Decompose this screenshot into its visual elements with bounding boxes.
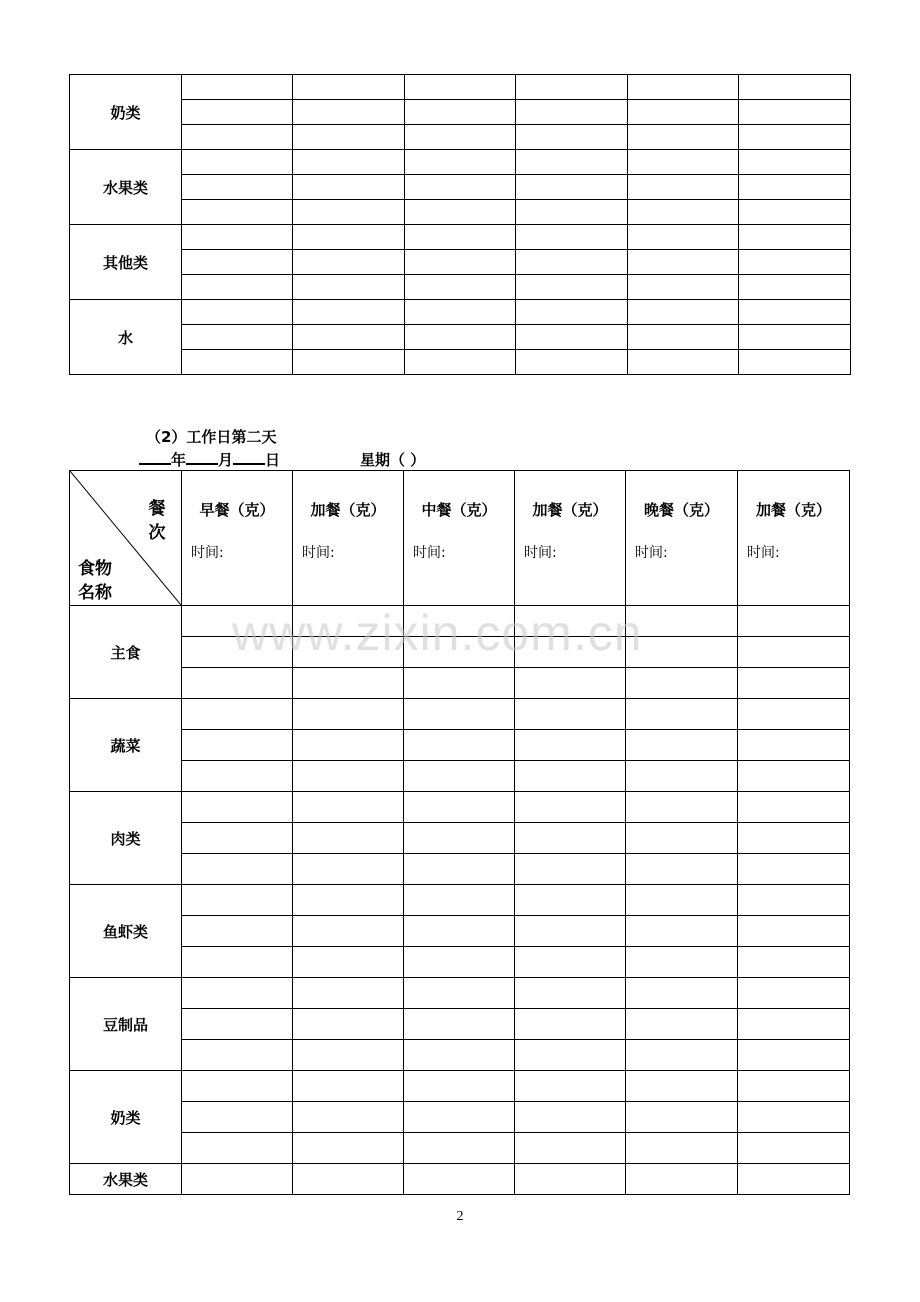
entry-cell[interactable] [628,325,739,350]
entry-cell[interactable] [626,947,738,978]
entry-cell[interactable] [293,761,404,792]
year-blank[interactable] [139,449,171,465]
entry-cell[interactable] [182,175,293,200]
entry-cell[interactable] [515,730,626,761]
meal-title: 加餐（克） [755,501,831,519]
table-row [70,250,851,275]
entry-cell[interactable] [404,1102,515,1133]
entry-cell[interactable] [515,947,626,978]
entry-cell[interactable] [628,75,739,100]
year-label: 年 [171,451,187,469]
meal-axis-label: 餐 次 [148,499,166,543]
entry-cell[interactable] [405,125,516,150]
entry-cell[interactable] [738,730,850,761]
entry-cell[interactable] [739,275,851,300]
entry-cell[interactable] [405,250,516,275]
entry-cell[interactable] [516,300,628,325]
table-row [70,668,850,699]
entry-cell[interactable] [515,792,626,823]
entry-cell[interactable] [516,350,628,375]
meal-time-label: 时间: [191,545,224,561]
entry-cell[interactable] [293,350,405,375]
entry-cell[interactable] [404,854,515,885]
entry-cell[interactable] [182,792,293,823]
watermark: www.zixin.com.cn [232,605,643,661]
entry-cell[interactable] [405,225,516,250]
entry-cell[interactable] [182,730,293,761]
entry-cell[interactable] [738,947,850,978]
entry-cell[interactable] [293,854,404,885]
entry-cell[interactable] [182,606,293,637]
entry-cell[interactable] [738,1164,850,1195]
table-row [70,730,850,761]
entry-cell[interactable] [628,100,739,125]
entry-cell[interactable] [182,250,293,275]
entry-cell[interactable] [626,730,738,761]
entry-cell[interactable] [628,350,739,375]
entry-cell[interactable] [738,1071,850,1102]
meal-time-label: 时间: [635,545,668,561]
day-label: 日 [265,451,281,469]
table-row [70,175,851,200]
entry-cell[interactable] [739,100,851,125]
entry-cell[interactable] [628,225,739,250]
entry-cell[interactable] [293,75,405,100]
meal-title: 中餐（克） [421,501,497,519]
table-row [70,916,850,947]
entry-cell[interactable] [293,275,405,300]
entry-cell[interactable] [404,668,515,699]
entry-cell[interactable] [293,1102,404,1133]
table-row [70,885,850,916]
entry-cell[interactable] [738,668,850,699]
entry-cell[interactable] [293,1009,404,1040]
entry-cell[interactable] [404,792,515,823]
entry-cell[interactable] [515,1164,626,1195]
entry-cell[interactable] [516,125,628,150]
entry-cell[interactable] [626,699,738,730]
table-row [70,699,850,730]
category-label: 水果类 [70,1164,182,1195]
table-row [70,1102,850,1133]
entry-cell[interactable] [515,885,626,916]
table-row [70,300,851,325]
entry-cell[interactable] [739,350,851,375]
entry-cell[interactable] [515,606,626,637]
entry-cell[interactable] [516,175,628,200]
entry-cell[interactable] [628,300,739,325]
entry-cell[interactable] [293,250,405,275]
entry-cell[interactable] [182,1164,293,1195]
entry-cell[interactable] [516,75,628,100]
entry-cell[interactable] [515,1071,626,1102]
entry-cell[interactable] [628,250,739,275]
entry-cell[interactable] [404,1009,515,1040]
entry-cell[interactable] [516,250,628,275]
entry-cell[interactable] [404,699,515,730]
entry-cell[interactable] [738,606,850,637]
entry-cell[interactable] [515,637,626,668]
entry-cell[interactable] [182,1102,293,1133]
entry-cell[interactable] [516,325,628,350]
entry-cell[interactable] [293,100,405,125]
entry-cell[interactable] [404,978,515,1009]
entry-cell[interactable] [293,637,404,668]
entry-cell[interactable] [626,761,738,792]
entry-cell[interactable] [293,606,404,637]
meal-time-label: 时间: [413,545,446,561]
entry-cell[interactable] [182,150,293,175]
entry-cell[interactable] [293,699,404,730]
entry-cell[interactable] [182,823,293,854]
entry-cell[interactable] [739,125,851,150]
month-label: 月 [218,451,234,469]
entry-cell[interactable] [738,885,850,916]
entry-cell[interactable] [293,885,404,916]
entry-cell[interactable] [628,200,739,225]
category-label: 蔬菜 [70,699,182,792]
entry-cell[interactable] [515,1102,626,1133]
entry-cell[interactable] [293,325,405,350]
category-label: 肉类 [70,792,182,885]
entry-cell[interactable] [515,1009,626,1040]
table-row [70,637,850,668]
entry-cell[interactable] [515,978,626,1009]
entry-cell[interactable] [405,200,516,225]
entry-cell[interactable] [738,823,850,854]
table-row [70,200,851,225]
entry-cell[interactable] [626,668,738,699]
table-row [70,1164,850,1195]
category-label: 奶类 [70,75,182,150]
entry-cell[interactable] [182,637,293,668]
entry-cell[interactable] [182,350,293,375]
entry-cell[interactable] [626,854,738,885]
entry-cell[interactable] [293,947,404,978]
entry-cell[interactable] [405,275,516,300]
meal-title: 加餐（克） [310,501,386,519]
day-blank[interactable] [233,449,265,465]
entry-cell[interactable] [182,668,293,699]
entry-cell[interactable] [515,854,626,885]
entry-cell[interactable] [739,325,851,350]
entry-cell[interactable] [516,150,628,175]
entry-cell[interactable] [738,978,850,1009]
table-row [70,1009,850,1040]
entry-cell[interactable] [182,761,293,792]
entry-cell[interactable] [404,730,515,761]
diagonal-header-cell [70,471,182,606]
entry-cell[interactable] [404,885,515,916]
entry-cell[interactable] [626,1071,738,1102]
category-label: 水果类 [70,150,182,225]
entry-cell[interactable] [182,916,293,947]
entry-cell[interactable] [404,947,515,978]
table-row [70,325,851,350]
entry-cell[interactable] [293,175,405,200]
entry-cell[interactable] [405,300,516,325]
table-row [70,1040,850,1071]
entry-cell[interactable] [738,1009,850,1040]
meal-title: 晚餐（克） [643,501,719,519]
entry-cell[interactable] [738,637,850,668]
entry-cell[interactable] [182,1133,293,1164]
entry-cell[interactable] [515,668,626,699]
entry-cell[interactable] [182,699,293,730]
section-heading: （2）工作日第二天 [146,428,277,446]
entry-cell[interactable] [404,606,515,637]
entry-cell[interactable] [738,761,850,792]
entry-cell[interactable] [404,1040,515,1071]
entry-cell[interactable] [404,1164,515,1195]
entry-cell[interactable] [404,1071,515,1102]
meal-header-cell [515,471,626,606]
entry-cell[interactable] [182,885,293,916]
table-row [70,606,850,637]
food-log-table-continued [69,74,851,375]
entry-cell[interactable] [293,1040,404,1071]
table-row [70,947,850,978]
entry-cell[interactable] [293,730,404,761]
entry-cell[interactable] [738,1102,850,1133]
entry-cell[interactable] [738,916,850,947]
entry-cell[interactable] [626,916,738,947]
entry-cell[interactable] [628,275,739,300]
entry-cell[interactable] [182,75,293,100]
entry-cell[interactable] [182,200,293,225]
entry-cell[interactable] [293,125,405,150]
entry-cell[interactable] [405,100,516,125]
meal-time-label: 时间: [524,545,557,561]
entry-cell[interactable] [738,792,850,823]
entry-cell[interactable] [405,75,516,100]
entry-cell[interactable] [515,823,626,854]
entry-cell[interactable] [293,823,404,854]
entry-cell[interactable] [515,1040,626,1071]
entry-cell[interactable] [182,100,293,125]
entry-cell[interactable] [182,854,293,885]
entry-cell[interactable] [404,1133,515,1164]
entry-cell[interactable] [293,1164,404,1195]
table-row [70,75,851,100]
entry-cell[interactable] [739,200,851,225]
date-line [139,449,425,470]
entry-cell[interactable] [182,125,293,150]
meal-time-label: 时间: [747,545,780,561]
entry-cell[interactable] [516,200,628,225]
month-blank[interactable] [186,449,218,465]
entry-cell[interactable] [293,792,404,823]
table-row [70,150,851,175]
entry-cell[interactable] [182,1040,293,1071]
entry-cell[interactable] [739,300,851,325]
food-log-table-day2 [69,470,850,1195]
meal-header-cell [293,471,404,606]
entry-cell[interactable] [515,916,626,947]
category-label: 水 [70,300,182,375]
entry-cell[interactable] [293,150,405,175]
entry-cell[interactable] [626,1164,738,1195]
table-row [70,275,851,300]
entry-cell[interactable] [405,350,516,375]
entry-cell[interactable] [293,978,404,1009]
entry-cell[interactable] [182,1009,293,1040]
category-label: 鱼虾类 [70,885,182,978]
entry-cell[interactable] [293,300,405,325]
entry-cell[interactable] [738,699,850,730]
table-row [70,854,850,885]
entry-cell[interactable] [293,668,404,699]
entry-cell[interactable] [626,606,738,637]
entry-cell[interactable] [404,761,515,792]
table-row [70,823,850,854]
category-label: 其他类 [70,225,182,300]
entry-cell[interactable] [738,1133,850,1164]
meal-header-cell [626,471,738,606]
entry-cell[interactable] [626,978,738,1009]
entry-cell[interactable] [293,225,405,250]
entry-cell[interactable] [404,637,515,668]
entry-cell[interactable] [182,978,293,1009]
entry-cell[interactable] [739,250,851,275]
meal-time-label: 时间: [302,545,335,561]
entry-cell[interactable] [628,125,739,150]
entry-cell[interactable] [626,823,738,854]
entry-cell[interactable] [293,1133,404,1164]
entry-cell[interactable] [626,1009,738,1040]
category-label: 主食 [70,606,182,699]
meal-header-cell [182,471,293,606]
entry-cell[interactable] [626,1040,738,1071]
meal-title: 早餐（克） [199,501,275,519]
weekday-label: 星期（ ） [360,451,426,469]
table-row [70,792,850,823]
entry-cell[interactable] [405,175,516,200]
entry-cell[interactable] [626,792,738,823]
entry-cell[interactable] [405,150,516,175]
table-row [70,1071,850,1102]
entry-cell[interactable] [628,150,739,175]
table-row [70,1133,850,1164]
entry-cell[interactable] [626,885,738,916]
entry-cell[interactable] [628,175,739,200]
entry-cell[interactable] [626,1133,738,1164]
entry-cell[interactable] [516,275,628,300]
entry-cell[interactable] [182,947,293,978]
entry-cell[interactable] [738,854,850,885]
entry-cell[interactable] [404,823,515,854]
food-axis-label: 食物 名称 [78,559,112,603]
entry-cell[interactable] [182,275,293,300]
category-label: 奶类 [70,1071,182,1164]
entry-cell[interactable] [738,1040,850,1071]
header-row [70,471,850,606]
table-row [70,100,851,125]
table-row [70,125,851,150]
entry-cell[interactable] [293,200,405,225]
meal-header-cell [738,471,850,606]
entry-cell[interactable] [182,225,293,250]
entry-cell[interactable] [293,1071,404,1102]
entry-cell[interactable] [739,75,851,100]
entry-cell[interactable] [515,761,626,792]
table-row [70,225,851,250]
table-row [70,350,851,375]
meal-title: 加餐（克） [532,501,608,519]
table-row [70,761,850,792]
entry-cell[interactable] [404,916,515,947]
entry-cell[interactable] [739,175,851,200]
meal-header-cell [404,471,515,606]
entry-cell[interactable] [293,916,404,947]
category-label: 豆制品 [70,978,182,1071]
page-number: 2 [456,1209,464,1224]
entry-cell[interactable] [626,637,738,668]
entry-cell[interactable] [182,1071,293,1102]
entry-cell[interactable] [405,325,516,350]
entry-cell[interactable] [739,225,851,250]
entry-cell[interactable] [739,150,851,175]
entry-cell[interactable] [515,1133,626,1164]
entry-cell[interactable] [516,100,628,125]
table-row [70,978,850,1009]
entry-cell[interactable] [182,300,293,325]
entry-cell[interactable] [516,225,628,250]
entry-cell[interactable] [626,1102,738,1133]
entry-cell[interactable] [515,699,626,730]
entry-cell[interactable] [182,325,293,350]
